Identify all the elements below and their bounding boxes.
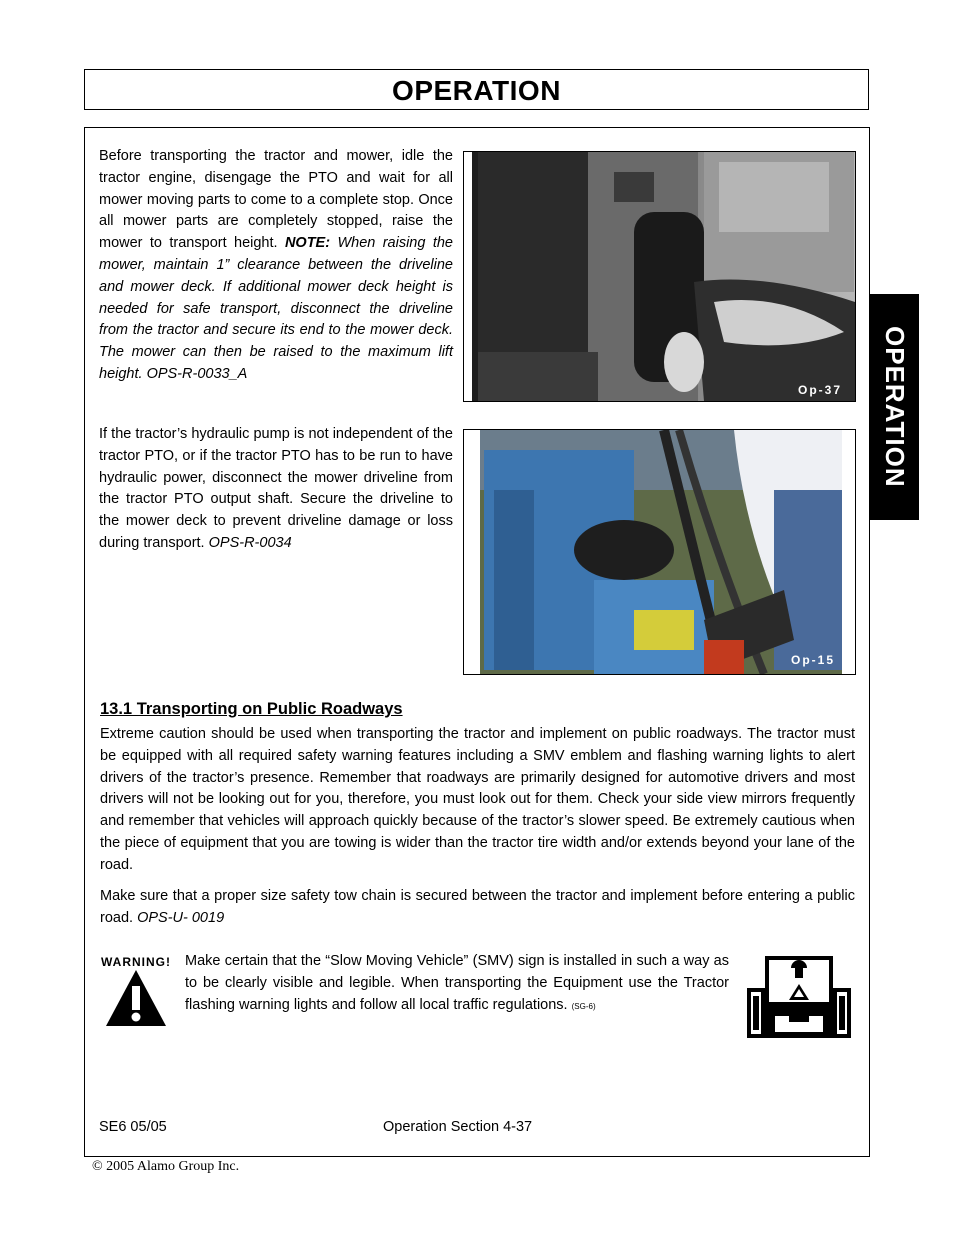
note-label: NOTE:	[284, 235, 331, 252]
tow-chain-text: Make sure that a proper size safety tow chain is secured between the tractor and implement before entering a public road.	[100, 888, 855, 926]
hydraulic-instructions	[99, 424, 453, 555]
photo-label-op-15: Op-15	[791, 653, 836, 667]
warning-code: (SG-6)	[571, 1001, 596, 1011]
driveline-photo	[464, 430, 855, 674]
photo-op-15	[463, 429, 856, 675]
warning-word: WARNING!	[101, 955, 171, 969]
section-heading: 13.1 Transporting on Public Roadways	[100, 700, 403, 718]
page-number: Operation Section 4-37	[383, 1119, 533, 1135]
tow-chain-code: OPS-U- 0019	[137, 909, 225, 926]
document-code: SE6 05/05	[99, 1119, 167, 1135]
hydraulic-text: If the tractor’s hydraulic pump is not independent of the tractor PTO, or if the tractor PTO has to be run to have hydraulic power, disconnect the mower driveline from the tractor PTO output shaft. Secure the driveline to the mower deck to prevent driveline damage or loss during transport.	[99, 426, 453, 551]
warning-triangle-icon	[104, 968, 168, 1033]
photo-label-op-37: Op-37	[798, 383, 843, 397]
tractor-smv-icon	[745, 956, 853, 1047]
transport-text-a: Before transporting the tractor and mower, idle the tractor engine, disengage the PTO and wait for all mower moving parts to come to a complete stop. Once all mower parts are completely stopped, raise the mower to transport height.	[99, 148, 453, 252]
transport-instructions	[99, 146, 453, 386]
hydraulic-code: OPS-R-0034	[208, 534, 292, 551]
tractor-cab-photo	[464, 152, 855, 401]
warning-text: Make certain that the “Slow Moving Vehicle” (SMV) sign is installed in such a way as to be clearly visible and legible. When transporting the Equipment use the Tractor flashing warning lights and follow all local traffic regulations.	[185, 953, 729, 1013]
photo-op-37	[463, 151, 856, 402]
tow-chain-paragraph	[100, 886, 855, 930]
page-header	[84, 69, 869, 110]
page-title: OPERATION	[392, 75, 561, 106]
roadway-caution-paragraph: Extreme caution should be used when transporting the tractor and implement on public roadways. The tractor must be equipped with all required safety warning features including a SMV emblem and flashing warning lights to alert drivers of the tractor’s presence. Remember that roadways are primarily designed for automotive drivers and most drivers will not be looking out for you, therefore, you must look out for them. Check your side view mirrors frequently and remember that vehicles will approach quickly because of the tractor’s slower speed. Be extremely cautious when the piece of equipment that you are towing is wider than the tractor tire width and/or extends beyond your lane of the road.	[100, 726, 855, 873]
transport-text-b: When raising the mower, maintain 1” clearance between the driveline and mower deck. If additional mower deck height is needed for safe transport, disconnect the driveline from the tractor and secure its end to the mower deck. The mower can then be raised to the maximum lift height. OPS-R-0033_A	[99, 235, 453, 382]
smv-warning-text	[185, 951, 729, 1017]
copyright: © 2005 Alamo Group Inc.	[92, 1159, 240, 1174]
section-side-tab	[870, 294, 919, 520]
side-tab-label: OPERATION	[880, 326, 910, 488]
